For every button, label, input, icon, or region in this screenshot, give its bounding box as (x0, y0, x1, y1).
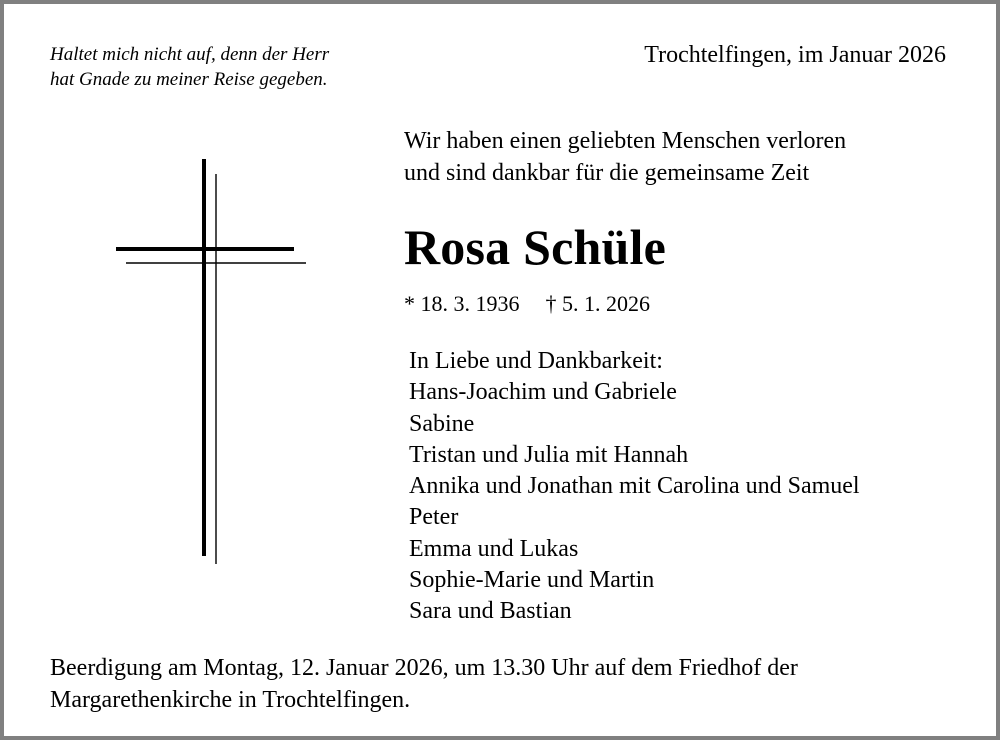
funeral-line-1: Beerdigung am Montag, 12. Januar 2026, um 13.30 Uhr auf dem Friedhof der (50, 655, 798, 681)
death-date: † 5. 1. 2026 (545, 291, 650, 316)
mourner-entry: Sabine (409, 410, 475, 437)
mourner-entry: Sara und Bastian (409, 598, 572, 625)
life-dates (404, 289, 650, 319)
deceased-name: Rosa Schüle (404, 219, 666, 275)
mourner-entry: Sophie-Marie und Martin (409, 567, 655, 594)
mourner-entry: Peter (409, 504, 459, 531)
mourners-heading: In Liebe und Dankbarkeit: (409, 348, 663, 374)
mourner-entry: Annika und Jonathan mit Carolina und Samuel (409, 473, 860, 500)
motto-quote (50, 42, 329, 92)
motto-line-2: hat Gnade zu meiner Reise gegeben. (50, 69, 328, 90)
motto-line-1: Haltet mich nicht auf, denn der Herr (50, 44, 330, 65)
mourners-list (409, 346, 860, 628)
birth-date: * 18. 3. 1936 (404, 291, 520, 316)
intro-line-2: und sind dankbar für die gemeinsame Zeit (404, 160, 810, 186)
funeral-line-2: Margarethenkirche in Trochtelfingen. (50, 687, 411, 713)
place-date: Trochtelfingen, im Januar 2026 (644, 42, 946, 68)
double-line-cross-icon (104, 154, 314, 569)
mourner-entry: Emma und Lukas (409, 535, 579, 562)
intro-line-1: Wir haben einen geliebten Menschen verloren (404, 128, 847, 154)
mourner-entry: Hans-Joachim und Gabriele (409, 379, 677, 406)
mourner-entry: Tristan und Julia mit Hannah (409, 441, 689, 468)
funeral-info (50, 652, 798, 716)
intro-text (404, 125, 846, 189)
